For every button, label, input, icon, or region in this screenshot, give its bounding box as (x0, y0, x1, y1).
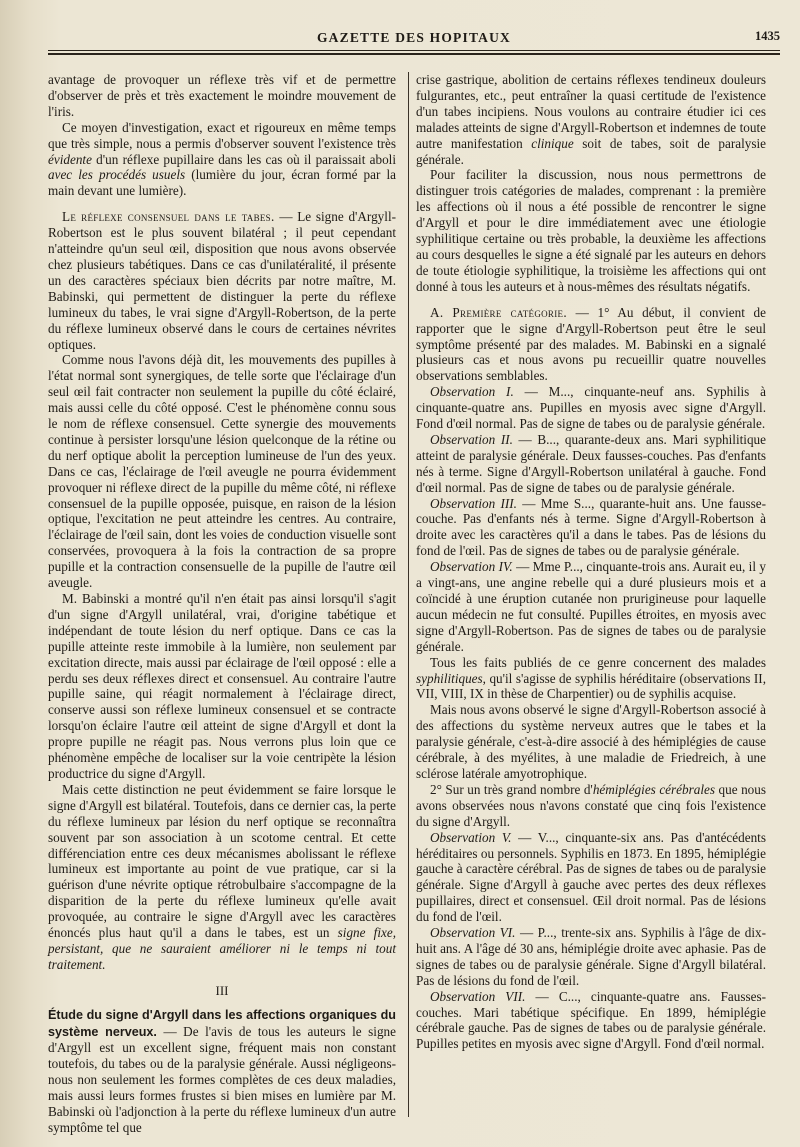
paragraph: Tous les faits publiés de ce genre concernent des malades syphilitiques, qu'il s'agisse de syphilis héréditaire (observations II, VII, VIII, IX in thèse de Charpentier) ou de syphilis acquise. (416, 654, 766, 702)
observation: Observation IV. — Mme P..., cinquante-trois ans. Aurait eu, il y a vingt-ans, une angine rebelle qui a duré plusieurs mois et a coïncidé à une éruption cutanée non prurigineuse pour laquelle aucun médecin ne fut consulté. Pupilles étroites, en myosis avec signe d'Argyll-Robertson. Pas de signes de tabes ou de paralysie générale. (416, 559, 766, 654)
paragraph: Le réflexe consensuel dans le tabes. — Le signe d'Argyll-Robertson est le plus souvent bilatéral ; il peut cependant n'atteindre qu'un seul œil, disposition que nous avons observée chez plusieurs tabétiques. Dans ce cas d'unilatéralité, il présente un des caractères spéciaux bien décrits par notre maître, M. Babinski, qui permettent de distinguer la perte du réflexe lumineux du tabes, le vrai signe d'Argyll-Robertson, de la perte du réflexe lumineux observé dans le cours de certaines névrites optiques. (48, 209, 396, 352)
header-rule-thin (48, 50, 780, 51)
observation: Observation II. — B..., quarante-deux ans. Mari syphilitique atteint de paralysie générale. Deux fausses-couches. Pas d'enfants nés à terme. Signe d'Argyll-Robertson unilatéral à gauche. Fond d'œil normal. Pas de signe de tabes ou de paralysie générale. (416, 431, 766, 495)
observation: Observation VII. — C..., cinquante-quatre ans. Fausses-couches. Mari tabétique spécifique. En 1899, hémiplégie cérébrale gauche. Pas de signes de tabes ou de paralysie générale. Pupilles petites en myosis avec signe d'Argyll. Fond d'œil normal. (416, 988, 766, 1052)
paragraph: A. Première catégorie. — 1° Au début, il convient de rapporter que le signe d'Argyll-Robertson peut être le seul symptôme présenté par des malades. M. Babinski en a signalé plusieurs cas et nous avons pu recueillir quatre nouvelles observations semblables. (416, 304, 766, 384)
section-title: Étude du signe d'Argyll dans les affections organiques du système nerveux. (48, 1007, 396, 1039)
paragraph: Comme nous l'avons déjà dit, les mouvements des pupilles à l'état normal sont synergiques, de telle sorte que l'éclairage d'un seul œil fait contracter non seulement la pupille du côté éclairé, mais aussi celle du côté opposé. C'est le phénomène connu sous le nom de réflexe consensuel. Cette synergie des mouvements continue à persister lorsqu'une lésion quelconque de la rétine ou du nerf optique abolit la perception lumineuse de l'un des yeux. Dans ce cas, l'éclairage de l'œil aveugle ne pourra évidemment provoquer ni réflexe direct de la pupille du même côté, ni réflexe consensuel de la pupille opposée, puisque, en raison de la lésion optique, l'excitation ne peut atteindre les centres. Au contraire, l'éclairage de l'œil sain, dont les voies de conduction visuelle sont conservées, provoquera à la fois la contraction de sa propre pupille et la contraction consensuelle de la pupille de l'autre œil aveugle. (48, 352, 396, 591)
paragraph: Pour faciliter la discussion, nous nous permettrons de distinguer trois catégories de malades, comprenant : la première les affections où il nous a été possible de rencontrer le signe d'Argyll et pour le dire immédiatement avec une étiologie syphilitique certaine ou très probable, la deuxième les affections au cours desquelles le signe a été signalé par les auteurs en dehors de toute étiologie syphilitique, la troisième les affections qui ont donné à tous les auteurs et à nous-mêmes des résultats négatifs. (416, 167, 766, 294)
left-column (48, 72, 396, 1136)
observation: Observation III. — Mme S..., quarante-huit ans. Une fausse-couche. Pas d'enfants nés à terme. Signe d'Argyll-Robertson à droite avec les caractères qu'il a dans le tabes. Pas de lésions du fond de l'œil. Pas de signes de tabes ou de paralysie générale. (416, 495, 767, 559)
paragraph: 2° Sur un très grand nombre d'hémiplégies cérébrales que nous avons observées nous n'avons constaté que cinq fois l'existence du signe d'Argyll. (416, 781, 766, 829)
page-number: 1435 (755, 29, 780, 43)
paragraph: Mais nous avons observé le signe d'Argyll-Robertson associé à des affections du système nerveux autres que le tabes et la paralysie générale, c'est-à-dire associé à des hémiplégies de cause cérébrale, à des myélites, à une maladie de Friedreich, à une sclérose latérale amyotrophique. (416, 702, 766, 781)
run-in-heading: Le réflexe consensuel dans le tabes. (62, 209, 275, 225)
paragraph: avantage de provoquer un réflexe très vif et de permettre d'observer de près et très exactement le moindre mouvement de l'iris. (48, 72, 396, 119)
right-column (416, 72, 766, 1052)
paragraph: Étude du signe d'Argyll dans les affections organiques du système nerveux. — De l'avis de tous les auteurs le signe d'Argyll est un excellent signe, fréquent mais non constant toutefois, du tabes ou de la paralysie générale. Aussi négligeons-nous non seulement les formes complètes de ces deux maladies, mais aussi leurs formes frustes si bien mises en lumière par M. Babinski où l'adjonction à la perte du réflexe lumineux d'un autre symptôme tel que (48, 1007, 396, 1135)
column-divider (408, 72, 409, 1117)
paragraph: crise gastrique, abolition de certains réflexes tendineux douleurs fulgurantes, etc., peut entraîner la quasi certitude de l'existence d'un tabes incipiens. Nous voulons au contraire étudier ici ces malades atteints de signe d'Argyll-Robertson et indemnes de toute autre manifestation clinique soit de tabes, soit de paralysie générale. (416, 72, 766, 167)
paragraph: M. Babinski a montré qu'il n'en était pas ainsi lorsqu'il s'agit d'un signe d'Argyll unilatéral, vrai, d'origine tabétique et indépendant de toute lésion du nerf optique. Dans ce cas la pupille atteinte reste immobile à la lumière, non seulement par excitation directe, mais aussi par éclairage de l'œil opposé : elle a perdu ses deux réflexes direct et consensuel. Au contraire l'autre pupille saine, qui réagit normalement à l'éclairage direct, conserve aussi son réflexe lumineux consensuel et se contracte lorsqu'on éclaire l'autre œil atteint de signe d'Argyll et dont la propre pupille ne réagit pas. Nous verrons plus loin que ce phénomène empêche de localiser sur la voie centripète la lésion productrice du signe d'Argyll. (48, 591, 396, 781)
paragraph: Mais cette distinction ne peut évidemment se faire lorsque le signe d'Argyll est bilatéral. Toutefois, dans ce dernier cas, la perte du réflexe lumineux par lésion du nerf optique se reconnaîtra souvent par son association à un scotome central. Et cette différenciation entre ces deux mécanismes abolissant le réflexe lumineux est importante au point de vue pratique, car si la guérison d'une névrite optique rétrobulbaire s'accompagne de la disparition de la perte du réflexe lumineux qu'elle avait provoquée, au contraire le signe d'Argyll avec les caractères énoncés plus haut qu'il a dans le tabes, est un signe fixe, persistant, que ne sauraient améliorer ni le temps ni tout traitement. (48, 781, 397, 972)
header-rule-thick (48, 53, 780, 55)
section-number: III (215, 982, 229, 998)
observation: Observation I. — M..., cinquante-neuf ans. Syphilis à cinquante-quatre ans. Pupilles en myosis avec signe d'Argyll. Fond d'œil normal. Pas de signe de tabes ou de paralysie générale. (416, 384, 767, 432)
journal-title: GAZETTE DES HOPITAUX (316, 30, 512, 45)
paragraph: Ce moyen d'investigation, exact et rigoureux en même temps que très simple, nous a permis d'observer souvent l'existence très évidente d'un réflexe pupillaire dans les cas où il paraissait aboli avec les procédés usuels (lumière du jour, écran formé par la main devant une lumière). (48, 119, 396, 199)
run-in-heading: A. Première catégorie. (430, 304, 567, 320)
running-header (48, 30, 780, 52)
observation: Observation VI. — P..., trente-six ans. Syphilis à l'âge de dix-huit ans. A l'âge dé 30 ans, hémiplégie droite avec aphasie. Pas de signes de tabes ou de paralysie générale. Signe d'Argyll bilatéral. Pas de lésions du fond de l'œil. (416, 925, 766, 988)
observation: Observation V. — V..., cinquante-six ans. Pas d'antécédents héréditaires ou personnels. Syphilis en 1873. En 1895, hémiplégie gauche à caractère cérébral. Pas de signes de tabes ou de paralysie générale. Signe d'Argyll à gauche avec pertes des deux réflexes pupillaires, direct et consensuel. Œil droit normal. Pas de lésions du fond de l'œil. (416, 829, 766, 925)
